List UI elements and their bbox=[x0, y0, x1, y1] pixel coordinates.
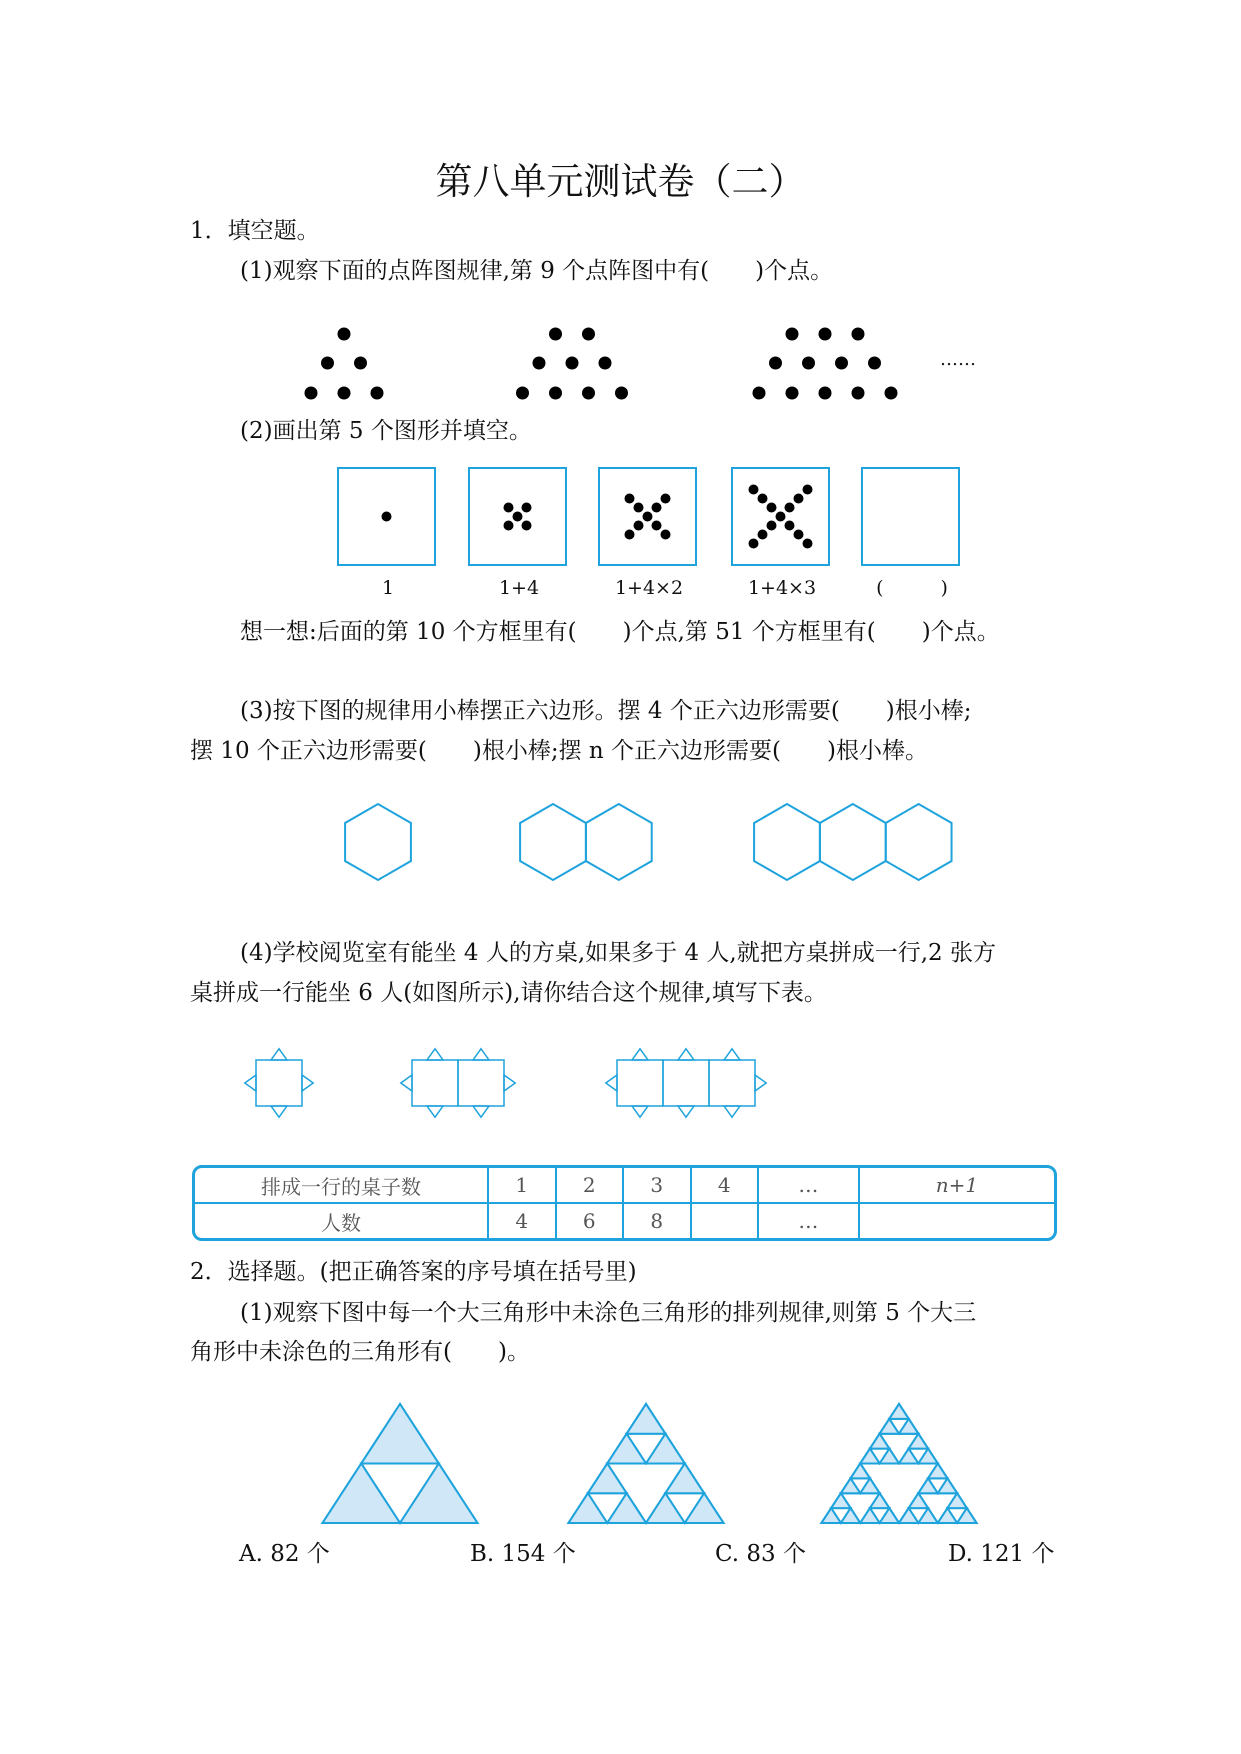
dot bbox=[504, 503, 514, 513]
dot bbox=[582, 387, 595, 400]
shaded-triangle bbox=[938, 1493, 977, 1523]
desk-row bbox=[401, 1049, 515, 1117]
dot bbox=[634, 521, 644, 531]
hexagon-chain bbox=[345, 804, 411, 880]
table-cell: 1 bbox=[489, 1168, 557, 1204]
table-cell: … bbox=[759, 1204, 860, 1238]
box-label-1: 1 bbox=[381, 577, 395, 599]
dot bbox=[522, 521, 532, 531]
unshaded-triangle bbox=[588, 1493, 627, 1523]
box-frame bbox=[338, 468, 435, 565]
seat-icon bbox=[427, 1049, 443, 1060]
hexagon-chain bbox=[520, 804, 652, 880]
dot bbox=[769, 357, 782, 370]
seat-icon bbox=[678, 1106, 694, 1117]
table-cell: 2 bbox=[557, 1168, 625, 1204]
table-cell: n+1 bbox=[860, 1168, 1054, 1204]
page-title: 第八单元测试卷（二） bbox=[435, 160, 806, 203]
shaded-triangle bbox=[909, 1493, 928, 1508]
unshaded-triangle bbox=[909, 1449, 928, 1464]
option-d[interactable]: D. 121 个 bbox=[948, 1541, 1055, 1567]
dot bbox=[767, 521, 777, 531]
shaded-triangle bbox=[860, 1449, 879, 1464]
box-label-5: ( ) bbox=[876, 577, 948, 599]
unshaded-triangle bbox=[928, 1478, 947, 1493]
table-cell: 4 bbox=[692, 1168, 760, 1204]
table-row bbox=[195, 1204, 1054, 1238]
shaded-triangle bbox=[938, 1478, 957, 1493]
hexagon-chain bbox=[754, 804, 951, 880]
q1-p3-line1: (3)按下图的规律用小棒摆正六边形。摆 4 个正六边形需要( )根小棒; bbox=[240, 698, 972, 724]
dot bbox=[758, 494, 768, 504]
desk bbox=[709, 1060, 755, 1106]
box-label-2: 1+4 bbox=[498, 577, 540, 599]
seat-icon bbox=[473, 1106, 489, 1117]
box-label-3: 1+4×2 bbox=[614, 577, 684, 599]
hexagon bbox=[820, 804, 886, 880]
unshaded-triangle bbox=[607, 1464, 685, 1524]
dot bbox=[549, 328, 562, 341]
dots-ellipsis: …… bbox=[940, 349, 976, 370]
dot bbox=[749, 539, 759, 549]
shaded-triangle bbox=[880, 1404, 919, 1434]
desk bbox=[617, 1060, 663, 1106]
dot bbox=[652, 503, 662, 513]
shaded-triangle bbox=[899, 1464, 977, 1524]
dot-triangle bbox=[753, 328, 898, 400]
dot bbox=[652, 521, 662, 531]
shaded-triangle bbox=[860, 1493, 899, 1523]
shaded-triangle bbox=[899, 1419, 918, 1434]
dot bbox=[749, 485, 759, 495]
desk-row bbox=[245, 1049, 313, 1117]
shaded-triangle bbox=[918, 1464, 957, 1494]
shaded-triangle bbox=[957, 1508, 976, 1523]
q2-p1-line1: (1)观察下图中每一个大三角形中未涂色三角形的排列规律,则第 5 个大三 bbox=[240, 1300, 977, 1326]
shaded-triangle bbox=[569, 1464, 647, 1524]
shaded-triangle bbox=[899, 1434, 938, 1464]
dot bbox=[305, 387, 318, 400]
shaded-triangle bbox=[822, 1404, 977, 1523]
dot bbox=[794, 530, 804, 540]
desk-table bbox=[192, 1165, 1057, 1241]
box-frame bbox=[599, 468, 696, 565]
dot bbox=[354, 357, 367, 370]
pattern-box bbox=[338, 468, 435, 565]
dot bbox=[868, 357, 881, 370]
pattern-box bbox=[599, 468, 696, 565]
desk-row bbox=[606, 1049, 766, 1117]
shaded-triangle bbox=[860, 1404, 938, 1464]
shaded-triangle bbox=[870, 1493, 889, 1508]
dot bbox=[338, 328, 351, 341]
shaded-triangle bbox=[400, 1464, 478, 1524]
desk bbox=[256, 1060, 302, 1106]
desk bbox=[458, 1060, 504, 1106]
seat-icon bbox=[401, 1075, 412, 1091]
table-cell: 人数 bbox=[195, 1204, 489, 1238]
dot-triangle bbox=[305, 328, 384, 400]
shaded-triangle bbox=[938, 1508, 957, 1523]
dot bbox=[819, 387, 832, 400]
dot bbox=[516, 387, 529, 400]
dot bbox=[513, 512, 523, 522]
seat-icon bbox=[632, 1106, 648, 1117]
table-cell: 4 bbox=[489, 1204, 557, 1238]
dot bbox=[582, 328, 595, 341]
shaded-triangle bbox=[831, 1493, 850, 1508]
seat-icon bbox=[724, 1106, 740, 1117]
shaded-triangle bbox=[323, 1404, 478, 1523]
dot bbox=[615, 387, 628, 400]
q1-p4-line2: 桌拼成一行能坐 6 人(如图所示),请你结合这个规律,填写下表。 bbox=[190, 980, 827, 1006]
option-c[interactable]: C. 83 个 bbox=[715, 1541, 806, 1567]
dot bbox=[758, 530, 768, 540]
shaded-triangle bbox=[841, 1508, 860, 1523]
shaded-triangle bbox=[607, 1434, 646, 1464]
dot bbox=[776, 512, 786, 522]
shaded-triangle bbox=[860, 1508, 879, 1523]
seat-icon bbox=[427, 1106, 443, 1117]
dot bbox=[786, 328, 799, 341]
box-frame bbox=[862, 468, 959, 565]
dot bbox=[321, 357, 334, 370]
hexagon bbox=[886, 804, 952, 880]
q1-p2-think: 想一想:后面的第 10 个方框里有( )个点,第 51 个方框里有( )个点。 bbox=[240, 619, 1000, 645]
unshaded-triangle bbox=[851, 1478, 870, 1493]
unshaded-triangle bbox=[909, 1508, 928, 1523]
unshaded-triangle bbox=[870, 1449, 889, 1464]
shaded-triangle bbox=[588, 1464, 627, 1494]
dot-triangle bbox=[516, 328, 628, 400]
dot bbox=[785, 503, 795, 513]
seat-icon bbox=[245, 1075, 256, 1091]
dot bbox=[338, 387, 351, 400]
option-a[interactable]: A. 82 个 bbox=[239, 1541, 330, 1567]
dot bbox=[803, 539, 813, 549]
dot bbox=[767, 503, 777, 513]
box-label-4: 1+4×3 bbox=[747, 577, 817, 599]
desk bbox=[412, 1060, 458, 1106]
seat-icon bbox=[271, 1049, 287, 1060]
unshaded-triangle bbox=[665, 1493, 704, 1523]
q1-p2-text: (2)画出第 5 个图形并填空。 bbox=[240, 418, 532, 444]
q1-p1-text: (1)观察下面的点阵图规律,第 9 个点阵图中有( )个点。 bbox=[240, 258, 834, 284]
table-cell: … bbox=[759, 1168, 860, 1204]
seat-icon bbox=[271, 1106, 287, 1117]
shaded-triangle bbox=[841, 1464, 880, 1494]
shaded-triangle bbox=[870, 1434, 889, 1449]
shaded-triangle bbox=[627, 1404, 666, 1434]
dot bbox=[794, 494, 804, 504]
unshaded-triangle bbox=[361, 1464, 439, 1524]
dot bbox=[753, 387, 766, 400]
q2-p1-line2: 角形中未涂色的三角形有( )。 bbox=[190, 1339, 530, 1365]
box-frame bbox=[732, 468, 829, 565]
shaded-triangle bbox=[323, 1464, 401, 1524]
dot bbox=[549, 387, 562, 400]
table-cell[interactable] bbox=[692, 1204, 760, 1238]
shaded-triangle bbox=[880, 1449, 899, 1464]
hexagon bbox=[520, 804, 586, 880]
dot bbox=[522, 503, 532, 513]
unshaded-triangle bbox=[627, 1434, 666, 1464]
shaded-triangle bbox=[841, 1478, 860, 1493]
shaded-triangle bbox=[947, 1493, 966, 1508]
dot bbox=[533, 357, 546, 370]
dot bbox=[803, 485, 813, 495]
table-cell: 6 bbox=[557, 1204, 625, 1238]
shaded-triangle bbox=[646, 1464, 724, 1524]
table-cell[interactable]: 8 bbox=[624, 1204, 692, 1238]
unshaded-triangle bbox=[860, 1464, 938, 1524]
dot bbox=[819, 328, 832, 341]
dot bbox=[643, 512, 653, 522]
q1-heading: 1．填空题。 bbox=[190, 218, 320, 244]
seat-icon bbox=[504, 1075, 515, 1091]
shaded-triangle bbox=[607, 1404, 685, 1464]
shaded-triangle bbox=[860, 1434, 899, 1464]
shaded-triangle bbox=[880, 1419, 899, 1434]
shaded-triangle bbox=[889, 1404, 908, 1419]
dot bbox=[786, 387, 799, 400]
pattern-box bbox=[732, 468, 829, 565]
pattern-box bbox=[469, 468, 566, 565]
q2-heading: 2．选择题。(把正确答案的序号填在括号里) bbox=[190, 1259, 637, 1285]
dot bbox=[802, 357, 815, 370]
shaded-triangle bbox=[569, 1493, 608, 1523]
dot bbox=[785, 521, 795, 531]
seat-icon bbox=[606, 1075, 617, 1091]
dot bbox=[661, 530, 671, 540]
seat-icon bbox=[678, 1049, 694, 1060]
dot bbox=[885, 387, 898, 400]
shaded-triangle bbox=[569, 1404, 724, 1523]
dot bbox=[852, 387, 865, 400]
table-row bbox=[195, 1168, 1054, 1204]
dot bbox=[634, 503, 644, 513]
table-cell: 排成一行的桌子数 bbox=[195, 1168, 489, 1204]
option-b[interactable]: B. 154 个 bbox=[470, 1541, 576, 1567]
shaded-triangle bbox=[646, 1434, 685, 1464]
q1-p4-line1: (4)学校阅览室有能坐 4 人的方桌,如果多于 4 人,就把方桌拼成一行,2 张方 bbox=[240, 940, 996, 966]
shaded-triangle bbox=[918, 1478, 937, 1493]
hexagon bbox=[586, 804, 652, 880]
shaded-triangle bbox=[899, 1508, 918, 1523]
seat-icon bbox=[302, 1075, 313, 1091]
shaded-triangle bbox=[909, 1434, 928, 1449]
seat-icon bbox=[724, 1049, 740, 1060]
unshaded-triangle bbox=[918, 1493, 957, 1523]
box-frame bbox=[469, 468, 566, 565]
shaded-triangle bbox=[822, 1464, 900, 1524]
seat-icon bbox=[473, 1049, 489, 1060]
dot bbox=[371, 387, 384, 400]
dot bbox=[625, 494, 635, 504]
shaded-triangle bbox=[899, 1493, 938, 1523]
hexagon bbox=[345, 804, 411, 880]
dot bbox=[661, 494, 671, 504]
table-cell: 3 bbox=[624, 1168, 692, 1204]
shaded-triangle bbox=[822, 1508, 841, 1523]
shaded-triangle bbox=[928, 1464, 947, 1479]
unshaded-triangle bbox=[880, 1434, 919, 1464]
pattern-box bbox=[862, 468, 959, 565]
unshaded-triangle bbox=[841, 1493, 880, 1523]
shaded-triangle bbox=[665, 1464, 704, 1494]
shaded-triangle bbox=[918, 1449, 937, 1464]
unshaded-triangle bbox=[947, 1508, 966, 1523]
sierpinski-figure bbox=[569, 1404, 724, 1523]
dot bbox=[835, 357, 848, 370]
shaded-triangle bbox=[685, 1493, 724, 1523]
unshaded-triangle bbox=[831, 1508, 850, 1523]
seat-icon bbox=[755, 1075, 766, 1091]
dot bbox=[599, 357, 612, 370]
unshaded-triangle bbox=[870, 1508, 889, 1523]
dot bbox=[382, 512, 392, 522]
shaded-triangle bbox=[860, 1478, 879, 1493]
q1-p3-line2: 摆 10 个正六边形需要( )根小棒;摆 n 个正六边形需要( )根小棒。 bbox=[190, 738, 928, 764]
shaded-triangle bbox=[899, 1449, 918, 1464]
shaded-triangle bbox=[822, 1493, 861, 1523]
table-cell[interactable] bbox=[860, 1204, 1054, 1238]
shaded-triangle bbox=[361, 1404, 439, 1464]
hexagon bbox=[754, 804, 820, 880]
shaded-triangle bbox=[851, 1464, 870, 1479]
desk bbox=[663, 1060, 709, 1106]
shaded-triangle bbox=[880, 1508, 899, 1523]
dot bbox=[566, 357, 579, 370]
shaded-triangle bbox=[607, 1493, 646, 1523]
dot bbox=[504, 521, 514, 531]
sierpinski-figure bbox=[323, 1404, 478, 1523]
unshaded-triangle bbox=[889, 1419, 908, 1434]
shaded-triangle bbox=[646, 1493, 685, 1523]
shaded-triangle bbox=[918, 1508, 937, 1523]
seat-icon bbox=[632, 1049, 648, 1060]
dot bbox=[625, 530, 635, 540]
sierpinski-figure bbox=[822, 1404, 977, 1523]
dot bbox=[852, 328, 865, 341]
